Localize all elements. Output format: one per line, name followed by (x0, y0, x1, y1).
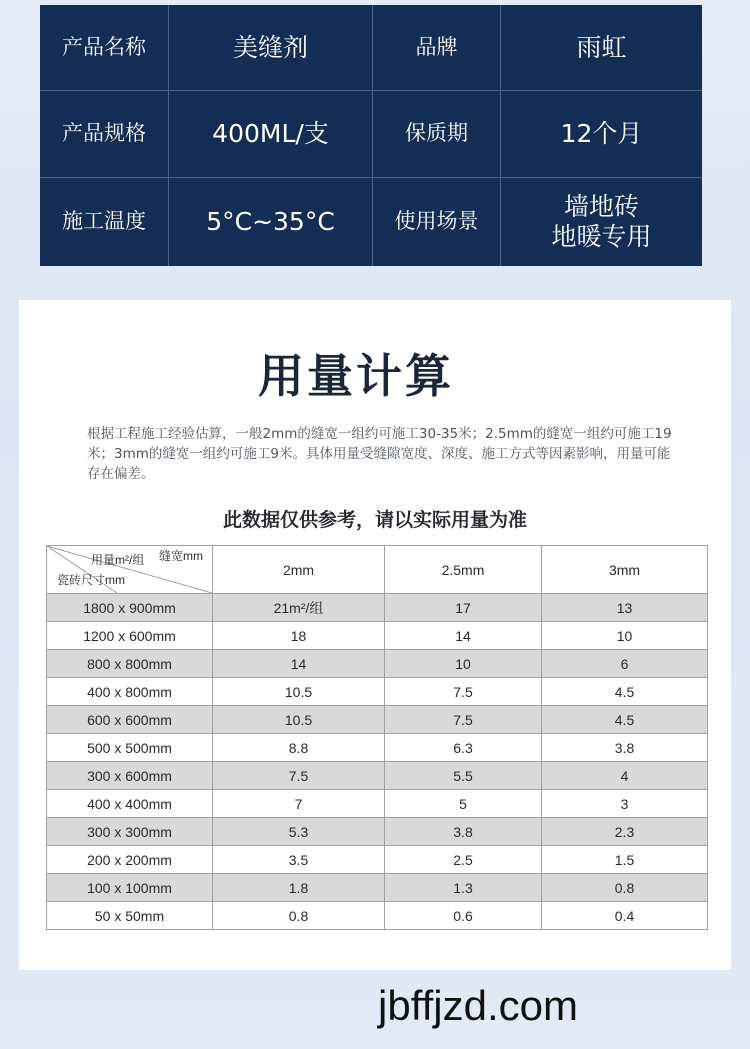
usage-value-cell: 14 (385, 622, 542, 650)
usage-value-cell: 18 (213, 622, 385, 650)
tile-size-cell: 500 x 500mm (47, 734, 213, 762)
tile-size-cell: 1200 x 600mm (47, 622, 213, 650)
usage-value-cell: 0.4 (542, 902, 708, 930)
usage-value-cell: 6 (542, 650, 708, 678)
tile-size-cell: 400 x 800mm (47, 678, 213, 706)
usage-value-cell: 1.8 (213, 874, 385, 902)
usage-value-cell: 1.3 (385, 874, 542, 902)
table-row (47, 902, 708, 930)
usage-description: 根据工程施工经验估算，一般2mm的缝宽一组约可施工30-35米；2.5mm的缝宽一组约可施工19米；3mm的缝宽一组约可施工9米。具体用量受缝隙宽度、深度、施工方式等因素影响，用量可能存在偏差。 (87, 426, 672, 482)
spec-cell: 保质期 (373, 91, 501, 178)
spec-cell: 品牌 (373, 5, 501, 91)
table-row (47, 650, 708, 678)
table-row (47, 678, 708, 706)
usage-value-cell: 2.5 (385, 846, 542, 874)
usage-value-cell: 4 (542, 762, 708, 790)
spec-cell: 施工温度 (40, 178, 169, 266)
usage-value-cell: 6.3 (385, 734, 542, 762)
table-row (47, 594, 708, 622)
corner-header-cell (47, 546, 213, 594)
spec-cell: 使用场景 (373, 178, 501, 266)
usage-value-cell: 3.5 (213, 846, 385, 874)
spec-cell: 雨虹 (501, 5, 702, 91)
usage-value-cell: 3 (542, 790, 708, 818)
usage-table-header (47, 546, 708, 594)
table-row (47, 818, 708, 846)
usage-subtitle: 此数据仅供参考，请以实际用量为准 (222, 509, 527, 531)
tile-size-cell: 300 x 300mm (47, 818, 213, 846)
tile-size-cell: 100 x 100mm (47, 874, 213, 902)
tile-size-cell: 1800 x 900mm (47, 594, 213, 622)
column-header-2-5mm: 2.5mm (385, 546, 542, 594)
usage-value-cell: 14 (213, 650, 385, 678)
usage-value-cell: 0.6 (385, 902, 542, 930)
usage-value-cell: 21m²/组 (213, 594, 385, 622)
usage-title: 用量计算 (258, 349, 454, 403)
watermark-text: jbffjzd.com (378, 982, 578, 1029)
usage-value-cell: 0.8 (213, 902, 385, 930)
usage-value-cell: 1.5 (542, 846, 708, 874)
usage-table (46, 545, 708, 930)
column-header-2mm: 2mm (213, 546, 385, 594)
table-row (47, 790, 708, 818)
table-row (47, 762, 708, 790)
usage-value-cell: 10.5 (213, 678, 385, 706)
usage-value-cell: 17 (385, 594, 542, 622)
usage-value-cell: 7 (213, 790, 385, 818)
tile-size-cell: 800 x 800mm (47, 650, 213, 678)
usage-value-cell: 3.8 (385, 818, 542, 846)
table-row (47, 846, 708, 874)
table-row (47, 706, 708, 734)
usage-value-cell: 10 (385, 650, 542, 678)
usage-value-cell: 10.5 (213, 706, 385, 734)
corner-gap-label: 缝宽mm (159, 549, 203, 563)
tile-size-cell: 200 x 200mm (47, 846, 213, 874)
tile-size-cell: 50 x 50mm (47, 902, 213, 930)
spec-cell: 400ML/支 (169, 91, 373, 178)
usage-value-cell: 5 (385, 790, 542, 818)
table-row (47, 734, 708, 762)
usage-value-cell: 4.5 (542, 678, 708, 706)
tile-size-cell: 300 x 600mm (47, 762, 213, 790)
usage-value-cell: 13 (542, 594, 708, 622)
spec-cell: 墙地砖 地暖专用 (551, 192, 652, 251)
tile-size-cell: 400 x 400mm (47, 790, 213, 818)
table-row (47, 874, 708, 902)
spec-cell: 产品名称 (40, 5, 169, 91)
product-spec-table (40, 5, 702, 266)
usage-value-cell: 5.5 (385, 762, 542, 790)
usage-value-cell: 7.5 (213, 762, 385, 790)
usage-value-cell: 7.5 (385, 678, 542, 706)
usage-value-cell: 5.3 (213, 818, 385, 846)
spec-cell: 5°C~35°C (169, 178, 373, 266)
corner-usage-label: 用量m²/组 (91, 553, 145, 567)
usage-value-cell: 10 (542, 622, 708, 650)
spec-cell: 12个月 (501, 91, 702, 178)
usage-value-cell: 7.5 (385, 706, 542, 734)
usage-value-cell: 8.8 (213, 734, 385, 762)
corner-tile-label: 瓷砖尺寸mm (57, 573, 125, 587)
usage-value-cell: 3.8 (542, 734, 708, 762)
usage-value-cell: 0.8 (542, 874, 708, 902)
spec-cell: 美缝剂 (169, 5, 373, 91)
column-header-3mm: 3mm (542, 546, 708, 594)
table-row (47, 622, 708, 650)
spec-cell: 产品规格 (40, 91, 169, 178)
tile-size-cell: 600 x 600mm (47, 706, 213, 734)
usage-value-cell: 2.3 (542, 818, 708, 846)
usage-value-cell: 4.5 (542, 706, 708, 734)
